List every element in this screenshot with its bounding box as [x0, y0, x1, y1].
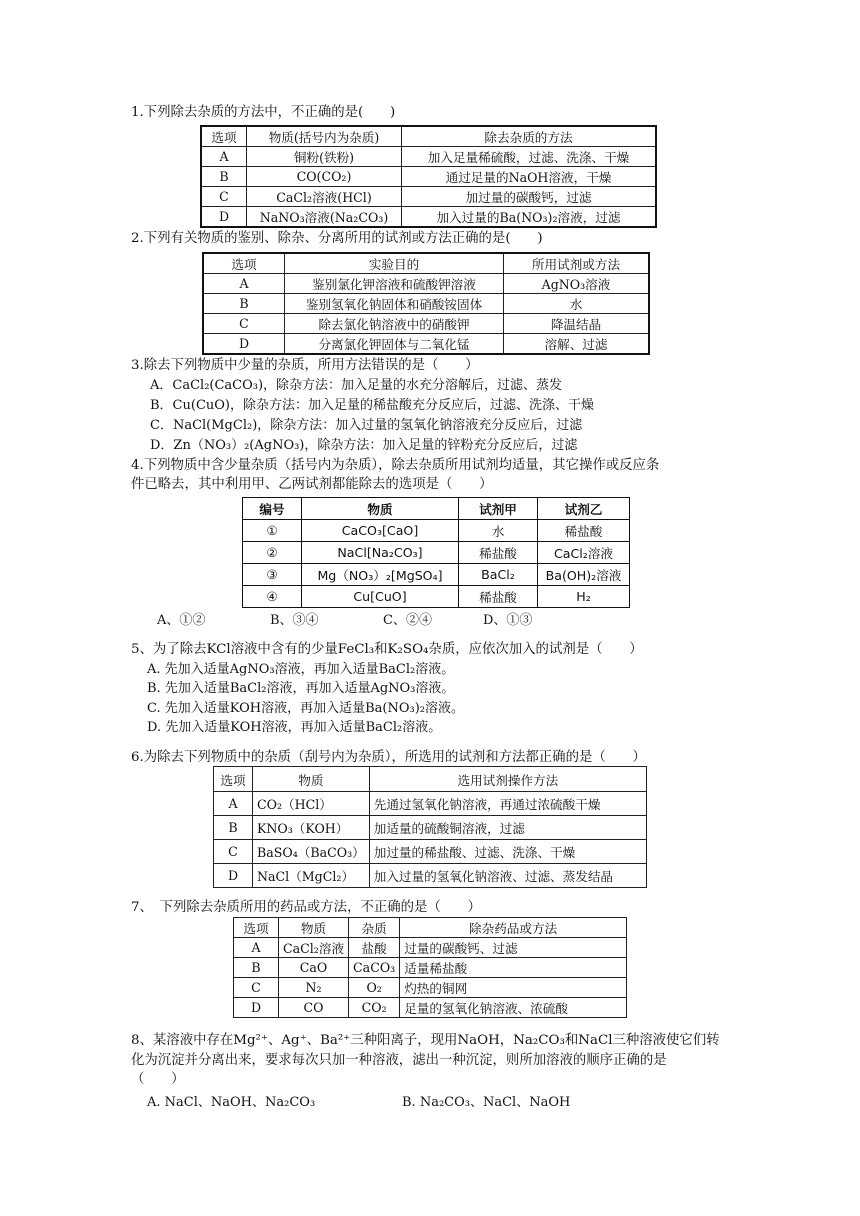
table-cell: CaCO₃[CaO]	[302, 520, 459, 542]
q4-option-d: D、①③	[483, 613, 533, 628]
table-cell: C	[201, 187, 247, 207]
table-cell: A	[203, 274, 285, 294]
table-header-cell: 除去杂质的方法	[402, 126, 657, 147]
table-row	[214, 816, 647, 840]
table-cell: BaSO₄（BaCO₃）	[253, 840, 370, 864]
table-cell: 加入过量的Ba(NO₃)₂溶液，过滤	[402, 207, 657, 228]
table-header-cell: 物质	[253, 767, 370, 792]
table-cell: CaCO₃	[349, 958, 400, 978]
table-header-cell: 试剂甲	[459, 498, 538, 520]
q8-stem-line1: 8、某溶液中存在Mg²⁺、Ag⁺、Ba²⁺三种阳离子，现用NaOH，Na₂CO₃和NaCl三种溶液使它们转	[131, 1033, 720, 1048]
table-header-cell: 选项	[203, 253, 285, 274]
table-row	[203, 334, 649, 355]
q3-option-a: A．CaCl₂(CaCO₃)，除杂方法：加入足量的水充分溶解后，过滤、蒸发	[150, 378, 563, 393]
table-cell: 加过量的稀盐酸、过滤、洗涤、干燥	[369, 840, 646, 864]
table-row	[214, 792, 647, 816]
table-cell: D	[234, 998, 279, 1018]
table-header-cell: 物质	[302, 498, 459, 520]
q4-option-b: B、③④	[270, 613, 319, 628]
table-cell: NaCl（MgCl₂）	[253, 864, 370, 888]
table-header-cell: 选项	[201, 126, 247, 147]
table-cell: BaCl₂	[459, 564, 538, 586]
q6-stem: 6.为除去下列物质中的杂质（刮号内为杂质），所选用的试剂和方法都正确的是（ ）	[131, 750, 646, 765]
table-cell: AgNO₃溶液	[504, 274, 650, 294]
q3-stem: 3.除去下列物质中少量的杂质，所用方法错误的是（ ）	[131, 358, 479, 373]
table-header-cell: 物质(括号内为杂质)	[247, 126, 402, 147]
table-row	[201, 147, 656, 167]
table-cell: 稀盐酸	[459, 542, 538, 564]
table-cell: Cu[CuO]	[302, 586, 459, 608]
table-cell: 除去氯化钠溶液中的硝酸钾	[285, 314, 504, 334]
table-cell: A	[234, 938, 279, 958]
table-cell: ①	[243, 520, 302, 542]
table-header-cell: 实验目的	[285, 253, 504, 274]
q4-stem-line2: 件已略去，其中利用甲、乙两试剂都能除去的选项是（ ）	[131, 477, 493, 492]
table-cell: 足量的氢氧化钠溶液、浓硫酸	[400, 998, 627, 1018]
q8-stem-line2: 化为沉淀并分离出来，要求每次只加一种溶液，滤出一种沉淀，则所加溶液的顺序正确的是	[131, 1053, 667, 1068]
table-cell: H₂	[538, 586, 630, 608]
table-cell: CO(CO₂)	[247, 167, 402, 187]
table-header-cell: 选项	[234, 918, 279, 938]
table-cell: B	[234, 958, 279, 978]
table-cell: CO₂	[349, 998, 400, 1018]
q4-stem-line1: 4.下列物质中含少量杂质（括号内为杂质），除去杂质所用试剂均适量，其它操作或反应条	[131, 458, 660, 473]
table-cell: N₂	[279, 978, 349, 998]
table-row	[214, 840, 647, 864]
table-row	[243, 586, 630, 608]
table-cell: B	[203, 294, 285, 314]
table-cell: ②	[243, 542, 302, 564]
q1-table	[200, 125, 657, 228]
table-cell: O₂	[349, 978, 400, 998]
table-cell: 盐酸	[349, 938, 400, 958]
table-cell: 稀盐酸	[538, 520, 630, 542]
table-cell: 稀盐酸	[459, 586, 538, 608]
table-cell: 铜粉(铁粉)	[247, 147, 402, 167]
table-cell: 降温结晶	[504, 314, 650, 334]
table-row	[203, 274, 649, 294]
table-cell: 鉴别氢氧化钠固体和硝酸铵固体	[285, 294, 504, 314]
table-cell: 鉴别氯化钾溶液和硫酸钾溶液	[285, 274, 504, 294]
table-cell: D	[201, 207, 247, 228]
table-cell: D	[214, 864, 253, 888]
table-header-cell: 除杂药品或方法	[400, 918, 627, 938]
table-row	[201, 207, 656, 228]
q8-option-b: B. Na₂CO₃、NaCl、NaOH	[402, 1095, 571, 1110]
table-cell: ③	[243, 564, 302, 586]
table-header-cell: 物质	[279, 918, 349, 938]
table-cell: A	[214, 792, 253, 816]
table-cell: CaCl₂溶液	[538, 542, 630, 564]
table-cell: C	[214, 840, 253, 864]
table-cell: 加适量的硫酸铜溶液，过滤	[369, 816, 646, 840]
q7-stem: 7、 下列除去杂质所用的药品或方法，不正确的是（ ）	[131, 900, 481, 915]
q2-stem: 2.下列有关物质的鉴别、除杂、分离所用的试剂或方法正确的是( )	[131, 231, 543, 246]
q3-option-d: D．Zn（NO₃）₂(AgNO₃)，除杂方法：加入足量的锌粉充分反应后，过滤	[150, 438, 578, 453]
table-row	[234, 938, 627, 958]
q5-option-c: C. 先加入适量KOH溶液，再加入适量Ba(NO₃)₂溶液。	[147, 701, 465, 716]
table-cell: CO	[279, 998, 349, 1018]
table-cell: 适量稀盐酸	[400, 958, 627, 978]
table-header-cell: 试剂乙	[538, 498, 630, 520]
table-row	[243, 542, 630, 564]
table-cell: C	[203, 314, 285, 334]
table-row	[243, 520, 630, 542]
table-cell: 加入足量稀硫酸，过滤、洗涤、干燥	[402, 147, 657, 167]
table-cell: 分离氯化钾固体与二氧化锰	[285, 334, 504, 355]
table-row	[234, 978, 627, 998]
q6-table	[213, 766, 647, 888]
q3-option-b: B．Cu(CuO)，除杂方法：加入足量的稀盐酸充分反应后，过滤、洗涤、干燥	[150, 398, 594, 413]
table-cell: B	[214, 816, 253, 840]
q5-stem: 5、为了除去KCl溶液中含有的少量FeCl₃和K₂SO₄杂质，应依次加入的试剂是（ ）	[131, 642, 643, 657]
table-cell: 溶解、过滤	[504, 334, 650, 355]
table-header-cell: 选项	[214, 767, 253, 792]
table-cell: 先通过氢氧化钠溶液，再通过浓硫酸干燥	[369, 792, 646, 816]
table-header-cell: 所用试剂或方法	[504, 253, 650, 274]
table-row	[214, 864, 647, 888]
q4-option-a: A、①②	[157, 613, 206, 628]
table-row	[234, 958, 627, 978]
table-header-cell: 杂质	[349, 918, 400, 938]
q1-stem: 1.下列除去杂质的方法中，不正确的是( )	[131, 105, 396, 120]
q4-table	[242, 497, 630, 608]
table-header-row	[234, 918, 627, 938]
table-cell: D	[203, 334, 285, 355]
q3-option-c: C．NaCl(MgCl₂)，除杂方法：加入过量的氢氧化钠溶液充分反应后，过滤	[150, 418, 583, 433]
table-header-row	[203, 253, 649, 274]
q5-option-d: D. 先加入适量KOH溶液，再加入适量BaCl₂溶液。	[147, 720, 442, 735]
table-header-row	[214, 767, 647, 792]
table-row	[201, 187, 656, 207]
table-cell: C	[234, 978, 279, 998]
table-cell: CaO	[279, 958, 349, 978]
q5-option-b: B. 先加入适量BaCl₂溶液，再加入适量AgNO₃溶液。	[147, 681, 455, 696]
q2-table	[202, 252, 650, 355]
q8-option-a: A. NaCl、NaOH、Na₂CO₃	[147, 1095, 316, 1110]
table-header-row	[243, 498, 630, 520]
table-row	[203, 314, 649, 334]
q8-stem-line3: （ ）	[131, 1072, 185, 1087]
table-cell: 加过量的碳酸钙，过滤	[402, 187, 657, 207]
table-cell: CaCl₂溶液	[279, 938, 349, 958]
table-header-cell: 选用试剂操作方法	[369, 767, 646, 792]
table-cell: CO₂（HCl）	[253, 792, 370, 816]
q5-option-a: A. 先加入适量AgNO₃溶液，再加入适量BaCl₂溶液。	[147, 662, 455, 677]
table-cell: ④	[243, 586, 302, 608]
table-row	[234, 998, 627, 1018]
table-row	[243, 564, 630, 586]
table-cell: 水	[459, 520, 538, 542]
table-row	[201, 167, 656, 187]
table-cell: Ba(OH)₂溶液	[538, 564, 630, 586]
table-cell: 灼热的铜网	[400, 978, 627, 998]
table-row	[203, 294, 649, 314]
table-cell: 过量的碳酸钙、过滤	[400, 938, 627, 958]
table-header-cell: 编号	[243, 498, 302, 520]
table-cell: 通过足量的NaOH溶液，干燥	[402, 167, 657, 187]
table-cell: Mg（NO₃）₂[MgSO₄]	[302, 564, 459, 586]
table-cell: B	[201, 167, 247, 187]
table-cell: 加入过量的氢氧化钠溶液、过滤、蒸发结晶	[369, 864, 646, 888]
table-cell: A	[201, 147, 247, 167]
q4-option-c: C、②④	[383, 613, 432, 628]
table-cell: NaCl[Na₂CO₃]	[302, 542, 459, 564]
table-cell: 水	[504, 294, 650, 314]
table-cell: CaCl₂溶液(HCl)	[247, 187, 402, 207]
table-header-row	[201, 126, 656, 147]
table-cell: KNO₃（KOH）	[253, 816, 370, 840]
table-cell: NaNO₃溶液(Na₂CO₃)	[247, 207, 402, 228]
q7-table	[233, 917, 627, 1018]
